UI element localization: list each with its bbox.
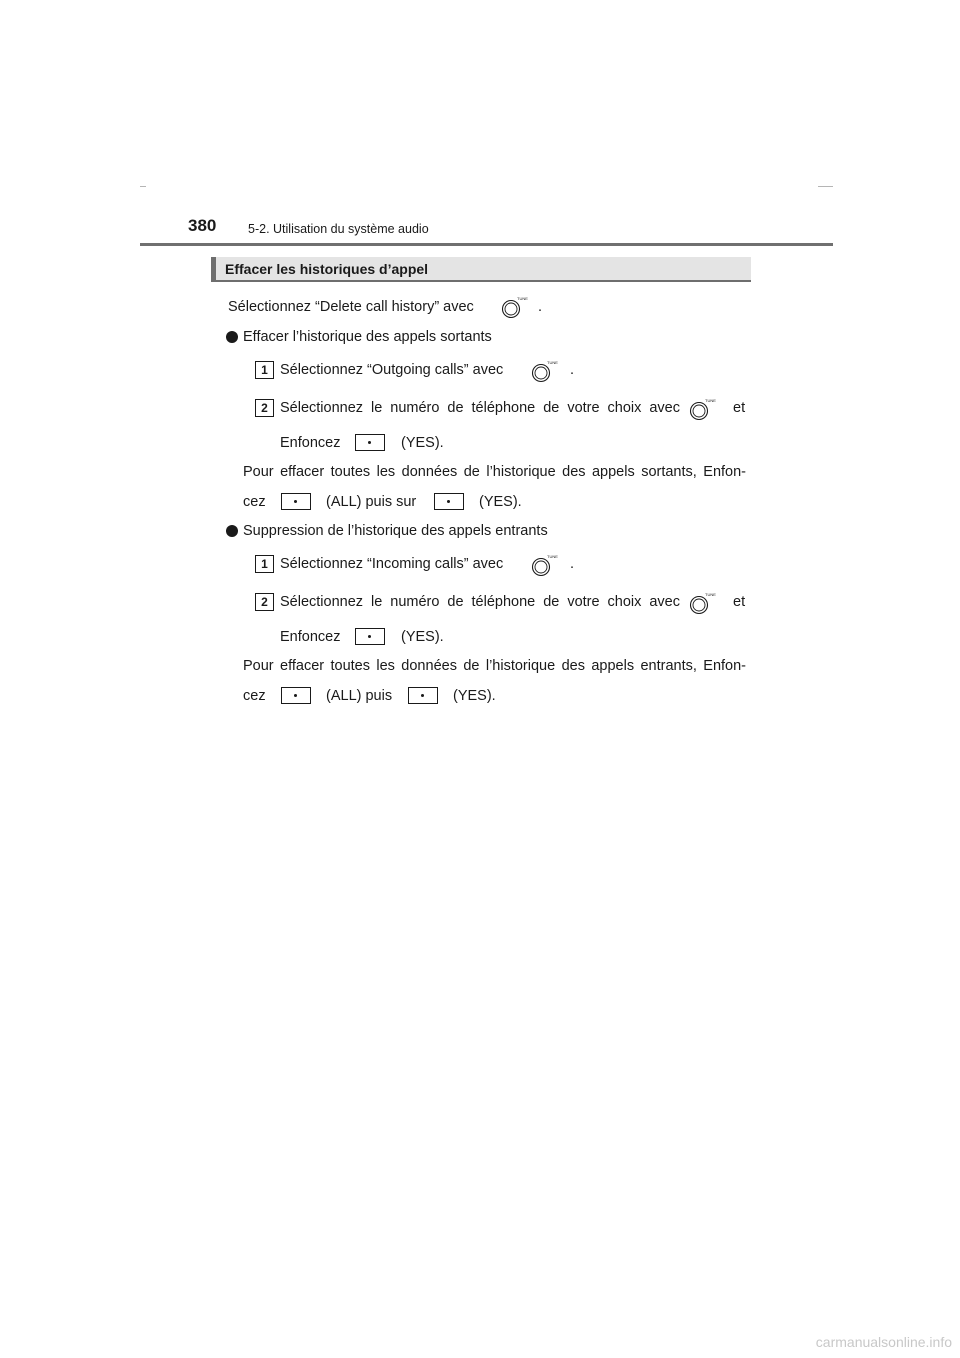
- svg-text:TUNE: TUNE: [705, 398, 716, 403]
- svg-text:TUNE: TUNE: [517, 296, 528, 301]
- incoming-step2-text: Sélectionnez le numéro de téléphone de votre choix avec: [280, 594, 680, 610]
- section-title-bar: [211, 257, 751, 282]
- incoming-step2-end: et: [733, 594, 746, 610]
- incoming-all-line2-start: cez: [243, 688, 266, 704]
- outgoing-all-line2-start: cez: [243, 494, 266, 510]
- title-bar-accent: [211, 257, 216, 280]
- outgoing-all-label: (ALL) puis sur: [326, 494, 417, 510]
- yes-key-button: [434, 493, 464, 510]
- yes-key-button: [355, 628, 385, 645]
- incoming-all-yes: (YES).: [453, 688, 496, 704]
- crop-mark-right: [818, 186, 833, 187]
- tune-knob-icon: [500, 295, 528, 319]
- outgoing-step2-end: et: [733, 400, 746, 416]
- tune-knob-icon: [530, 359, 558, 383]
- incoming-step2-number: 2: [255, 593, 274, 611]
- outgoing-yes-label: (YES).: [401, 435, 444, 451]
- tune-knob-icon: [530, 553, 558, 577]
- incoming-all-line1: Pour effacer toutes les données de l’historique des appels entrants, Enfon-: [243, 658, 746, 674]
- running-header-section: 5-2. Utilisation du système audio: [248, 222, 429, 236]
- svg-text:TUNE: TUNE: [547, 554, 558, 559]
- outgoing-all-yes: (YES).: [479, 494, 522, 510]
- page-number: 380: [188, 216, 217, 235]
- outgoing-step1-end: .: [570, 362, 575, 378]
- section-title: Effacer les historiques d’appel: [225, 261, 429, 277]
- incoming-press-text: Enfoncez: [280, 629, 341, 645]
- yes-key-button: [355, 434, 385, 451]
- outgoing-step1-text: Sélectionnez “Outgoing calls” avec: [280, 362, 504, 378]
- tune-knob-icon: [688, 591, 716, 615]
- outgoing-step2-text: Sélectionnez le numéro de téléphone de votre choix avec: [280, 400, 680, 416]
- svg-text:TUNE: TUNE: [547, 360, 558, 365]
- outgoing-heading: Effacer l’historique des appels sortants: [243, 329, 492, 345]
- tune-knob-icon: [688, 397, 716, 421]
- bullet-outgoing: [226, 331, 238, 343]
- incoming-step1-number: 1: [255, 555, 274, 573]
- footer-watermark: carmanualsonline.info: [815, 1334, 952, 1350]
- incoming-yes-label: (YES).: [401, 629, 444, 645]
- outgoing-press-text: Enfoncez: [280, 435, 341, 451]
- svg-text:TUNE: TUNE: [705, 592, 716, 597]
- crop-mark-left: [140, 186, 146, 187]
- intro-text: Sélectionnez “Delete call history” avec: [228, 299, 474, 315]
- incoming-heading: Suppression de l’historique des appels entrants: [243, 523, 548, 539]
- incoming-step1-end: .: [570, 556, 575, 572]
- intro-end: .: [538, 299, 543, 315]
- incoming-all-label: (ALL) puis: [326, 688, 393, 704]
- header-rule: [140, 243, 833, 246]
- outgoing-step1-number: 1: [255, 361, 274, 379]
- yes-key-button: [408, 687, 438, 704]
- all-key-button: [281, 687, 311, 704]
- outgoing-all-line1: Pour effacer toutes les données de l’historique des appels sortants, Enfon-: [243, 464, 746, 480]
- bullet-incoming: [226, 525, 238, 537]
- incoming-step1-text: Sélectionnez “Incoming calls” avec: [280, 556, 504, 572]
- outgoing-step2-number: 2: [255, 399, 274, 417]
- all-key-button: [281, 493, 311, 510]
